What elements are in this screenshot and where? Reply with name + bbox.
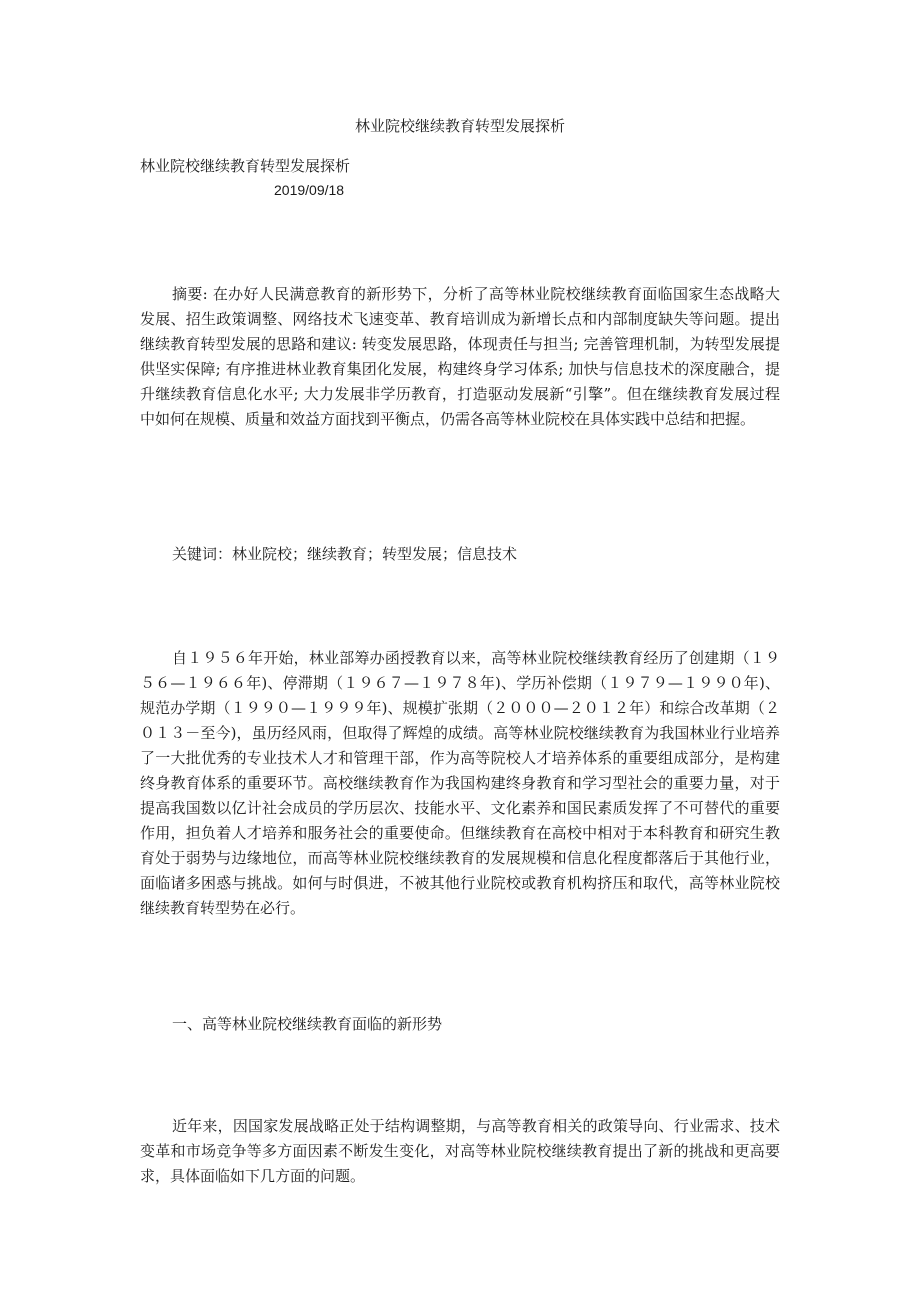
publish-date: 2019/09/18 xyxy=(274,182,345,198)
abstract-paragraph: 摘要: 在办好人民满意教育的新形势下，分析了高等林业院校继续教育面临国家生态战略大发展、招生政策调整、网络技术飞速变革、教育培训成为新增长点和内部制度缺失等问题。提出继续教育转型发展的思路和建议: 转变发展思路，体现责任与担当; 完善管理机制，为转型发展提供坚实保障; 有序推进林业教育集团化发展，构建终身学习体系; 加快与信息技术的深度融合，提升继续教育信息化水平; 大力发展非学历教育，打造驱动发展新“引擎”。但在继续教育发展过程中如何在规模、质量和效益方面找到平衡点，仍需各高等林业院校在具体实践中总结和把握。 xyxy=(140,285,780,428)
keywords-line: 关键词：林业院校；继续教育；转型发展；信息技术 xyxy=(172,545,518,563)
article-title: 林业院校继续教育转型发展探析 xyxy=(140,157,351,175)
document-title: 林业院校继续教育转型发展探析 xyxy=(354,117,565,135)
section-heading: 一、高等林业院校继续教育面临的新形势 xyxy=(172,1015,443,1033)
intro-paragraph: 自１９５６年开始，林业部筹办函授教育以来，高等林业院校继续教育经历了创建期（１９５６—１９６６年)、停滞期（１９６７—１９７８年)、学历补偿期（１９７９—１９９０年)、规范办学期（１９９０—１９９９年)、规模扩张期（２０００—２０１２年）和综合改革期（２０１３－至今)，虽历经风雨，但取得了辉煌的成绩。高等林业院校继续教育为我国林业行业培养了一大批优秀的专业技术人才和管理干部，作为高等院校人才培养体系的重要组成部分，是构建终身教育体系的重要环节。高校继续教育作为我国构建终身教育和学习型社会的重要力量，对于提高我国数以亿计社会成员的学历层次、技能水平、文化素养和国民素质发挥了不可替代的重要作用，担负着人才培养和服务社会的重要使命。但继续教育在高校中相对于本科教育和研究生教育处于弱势与边缘地位，而高等林业院校继续教育的发展规模和信息化程度都落后于其他行业，面临诸多困惑与挑战。如何与时俱进，不被其他行业院校或教育机构挤压和取代，高等林业院校继续教育转型势在必行。 xyxy=(140,649,780,917)
body-paragraph: 近年来，因国家发展战略正处于结构调整期，与高等教育相关的政策导向、行业需求、技术变革和市场竞争等多方面因素不断发生变化，对高等林业院校继续教育提出了新的挑战和更高要求，具体面临如下几方面的问题。 xyxy=(140,1117,780,1185)
